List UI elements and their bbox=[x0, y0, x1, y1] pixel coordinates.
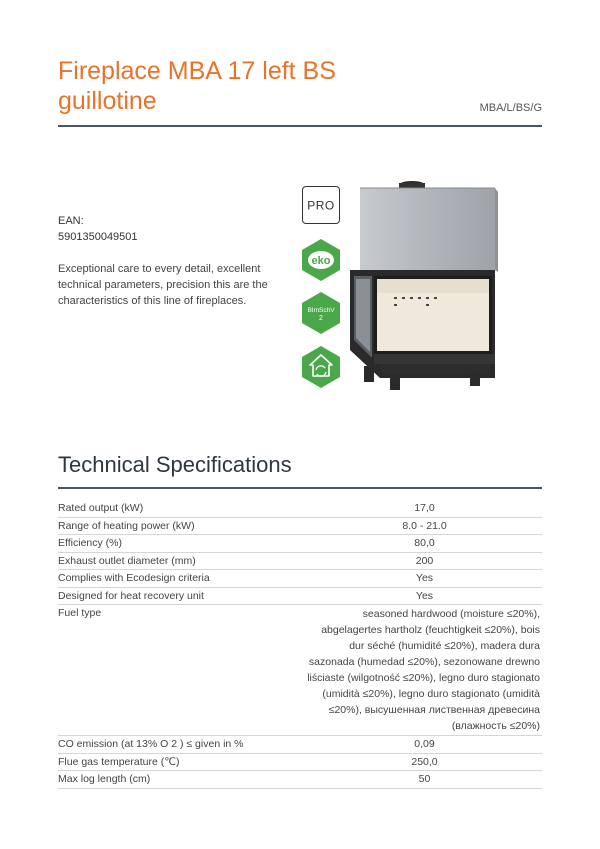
spec-label: Flue gas temperature (℃) bbox=[58, 753, 307, 771]
table-row bbox=[58, 552, 542, 570]
pro-badge-icon bbox=[302, 186, 340, 224]
fireplace-image bbox=[350, 180, 498, 392]
spec-value: 0,09 bbox=[307, 736, 542, 754]
spec-label: Max log length (cm) bbox=[58, 771, 307, 789]
ean-value: 5901350049501 bbox=[58, 231, 138, 243]
ean-label: EAN: bbox=[58, 215, 84, 227]
eko-badge-icon bbox=[299, 238, 343, 282]
product-title: Fireplace MBA 17 left BS guillotine bbox=[58, 57, 336, 115]
spec-value: 250,0 bbox=[307, 753, 542, 771]
recycle-badge-icon bbox=[299, 345, 343, 389]
table-row bbox=[58, 605, 542, 736]
spec-label: CO emission (at 13% O 2 ) ≤ given in % bbox=[58, 736, 307, 754]
table-row bbox=[58, 500, 542, 517]
spec-value: Yes bbox=[307, 587, 542, 605]
eko-badge-label: eko bbox=[311, 255, 331, 267]
spec-label: Complies with Ecodesign criteria bbox=[58, 570, 307, 588]
product-code: MBA/L/BS/G bbox=[479, 102, 542, 114]
spec-label: Designed for heat recovery unit bbox=[58, 587, 307, 605]
table-row bbox=[58, 535, 542, 553]
bimschv-badge-icon bbox=[299, 291, 343, 335]
spec-label: Rated output (kW) bbox=[58, 500, 307, 517]
table-row bbox=[58, 570, 542, 588]
table-row bbox=[58, 587, 542, 605]
table-row bbox=[58, 517, 542, 535]
spec-label: Fuel type bbox=[58, 605, 307, 736]
specs-table bbox=[58, 500, 542, 789]
spec-label: Efficiency (%) bbox=[58, 535, 307, 553]
spec-label: Range of heating power (kW) bbox=[58, 517, 307, 535]
spec-value: 80,0 bbox=[307, 535, 542, 553]
bimschv-badge-number: 2 bbox=[319, 315, 323, 322]
spec-label: Exhaust outlet diameter (mm) bbox=[58, 552, 307, 570]
header-divider bbox=[58, 125, 542, 127]
spec-value-fuel: seasoned hardwood (moisture ≤20%), abgelagertes hartholz (feuchtigkeit ≤20%), bois dur séché (humidité ≤20%), madera dura sazonada (humedad ≤20%), sezonowane drewno liściaste (wilgotność ≤20%), legno duro stagionato (umidità ≤20%), legno duro stagionato (umidità ≤20%), высушенная лиственная древесина (влажность ≤20%) bbox=[307, 605, 542, 736]
specs-title: Technical Specifications bbox=[58, 452, 292, 477]
spec-value: Yes bbox=[307, 570, 542, 588]
bimschv-badge-label: BImSchV bbox=[307, 307, 335, 314]
spec-value: 17,0 bbox=[307, 500, 542, 517]
table-row bbox=[58, 753, 542, 771]
spec-value: 8.0 - 21.0 bbox=[307, 517, 542, 535]
specs-divider bbox=[58, 487, 542, 489]
pro-badge-label: PRO bbox=[307, 198, 335, 213]
spec-value: 200 bbox=[307, 552, 542, 570]
product-description: Exceptional care to every detail, excellent technical parameters, precision this are the characteristics of this line of fireplaces. bbox=[58, 263, 268, 307]
table-row bbox=[58, 771, 542, 789]
spec-value: 50 bbox=[307, 771, 542, 789]
table-row bbox=[58, 736, 542, 754]
